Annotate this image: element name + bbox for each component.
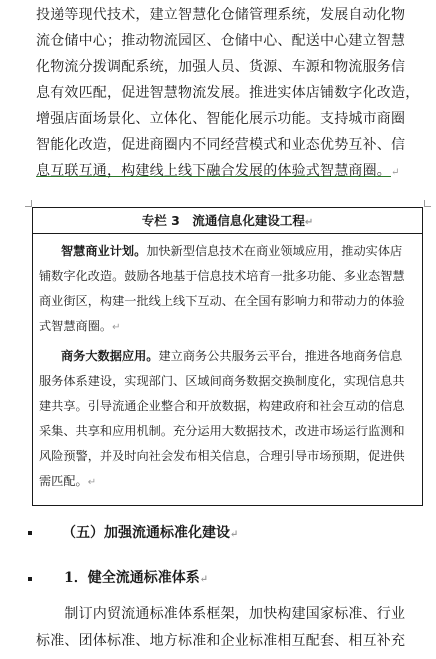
section-heading: 商务大数据应用。 bbox=[61, 349, 159, 363]
box-text-line: 智慧商业计划。加快新型信息技术在商业领域应用，推动实体店 bbox=[61, 244, 403, 258]
box-text-line: 商务大数据应用。建立商务公共服务云平台，推进各地商务信息 bbox=[61, 349, 403, 363]
box-text-line: 建共享。引导流通企业整合和开放数据，构建政府和社会互动的信息 bbox=[39, 399, 405, 413]
paragraph-line: 智能化改造，促进商圈内不同经营模式和业态优势互补、信 bbox=[36, 137, 406, 153]
paragraph-line: 化物流分拨调配系统，加强人员、货源、车源和物流服务信 bbox=[36, 59, 406, 75]
section-heading: （五）加强流通标准化建设↵ bbox=[62, 525, 239, 541]
box-title: 专栏 3 流通信息化建设工程↵ bbox=[33, 208, 422, 234]
bullet-icon bbox=[28, 531, 32, 535]
paragraph-mark-icon: ↵ bbox=[87, 477, 97, 488]
paragraph-line: 投递等现代技术，建立智慧化仓储管理系统，发展自动化物 bbox=[36, 7, 406, 23]
paragraph-mark-icon: ↵ bbox=[391, 167, 400, 178]
box-text-line: 服务体系建设，实现部门、区域间商务数据交换制度化，实现信息共 bbox=[39, 374, 405, 388]
paragraph-line: 流仓储中心；推动物流园区、仓储中心、配送中心建立智慧 bbox=[36, 33, 406, 49]
subsection-heading: 1．健全流通标准体系↵ bbox=[64, 570, 209, 586]
corner-mark-icon bbox=[25, 200, 32, 207]
box-text-line: 需匹配。↵ bbox=[39, 474, 97, 488]
box-text-line: 式智慧商圈。↵ bbox=[39, 319, 121, 333]
box-text-line: 铺数字化改造。鼓励各地基于信息技术培育一批多功能、多业态智慧 bbox=[39, 269, 405, 283]
corner-mark-icon bbox=[424, 200, 431, 207]
box-text-line: 采集、共享和应用机制。充分运用大数据技术，改进市场运行监测和 bbox=[39, 424, 405, 438]
paragraph-mark-icon: ↵ bbox=[230, 529, 239, 540]
paragraph-line: 制订内贸流通标准体系框架，加快构建国家标准、行业 bbox=[36, 606, 406, 622]
paragraph-mark-icon: ↵ bbox=[304, 217, 314, 228]
bullet-icon bbox=[28, 577, 32, 581]
box-text-line: 商业街区，构建一批线上线下互动、在全国有影响力和带动力的体验 bbox=[39, 294, 405, 308]
paragraph-line: 标准、团体标准、地方标准和企业标准相互配套、相互补充 bbox=[36, 633, 406, 649]
paragraph-line: 息有效匹配，促进智慧物流发展。推进实体店铺数字化改造， bbox=[36, 85, 420, 101]
paragraph-line: 增强店面场景化、立体化、智能化展示功能。支持城市商圈 bbox=[36, 111, 406, 127]
sidebar-box bbox=[32, 207, 423, 506]
box-text-line: 风险预警，并及时向社会发布相关信息，合理引导市场预期，促进供 bbox=[39, 449, 405, 463]
section-heading: 智慧商业计划。 bbox=[61, 244, 147, 258]
paragraph-line: 息互联互通，构建线上线下融合发展的体验式智慧商圈。↵ bbox=[36, 163, 400, 179]
paragraph-mark-icon: ↵ bbox=[112, 322, 121, 333]
paragraph-mark-icon: ↵ bbox=[199, 574, 209, 585]
